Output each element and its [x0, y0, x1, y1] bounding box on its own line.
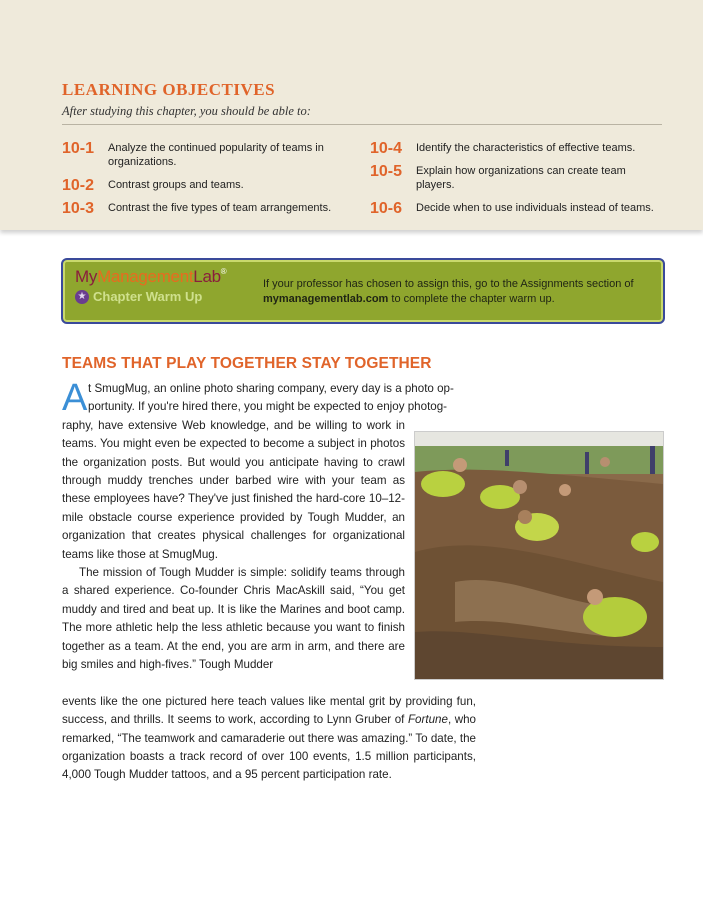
objective-text: Identify the characteristics of effective teams. — [416, 142, 636, 154]
paragraph-text: raphy, have extensive Web knowledge, and be willing to work in teams. You might even be expected to become a subject in photos the organization posts. But would you anticipate having to crawl through muddy trenches under barbed wire with your team as these employees have? They've just finished the hard-core 10–12-mile obstacle course experience provided by Tough Mudder, an organization that creates physical challenges for organizational teams like those at SmugMug. — [62, 418, 405, 561]
objective-item — [62, 140, 352, 169]
chapter-warm-up — [75, 289, 202, 304]
mymanagementlab-logo: MyManagementLab® — [75, 267, 227, 286]
star-icon: ★ — [75, 290, 89, 304]
paragraph-line: portunity. If you're hired there, you might be expected to enjoy photog- — [88, 400, 448, 414]
objective-item — [370, 140, 670, 158]
objective-text: Explain how organizations can create team players. — [416, 165, 626, 191]
objective-item — [370, 200, 670, 218]
objective-text: Contrast the five types of team arrangements. — [108, 202, 332, 214]
story-title: TEAMS THAT PLAY TOGETHER STAY TOGETHER — [62, 355, 432, 372]
objective-item — [62, 177, 352, 195]
learning-objectives-title: LEARNING OBJECTIVES — [62, 80, 276, 99]
mymanagementlab-link[interactable]: mymanagementlab.com — [263, 292, 389, 305]
objective-number: 10-4 — [370, 140, 403, 157]
objective-text: Decide when to use individuals instead of teams. — [416, 202, 654, 214]
paragraph-text: events like the one pictured here teach values like mental grit by providing fun, success, and thrills. It seems to work, according to Lynn Gruber of Fortune, who remarked, “The teamwork and camaraderie out there was amazing.” To date, the organization boasts a track record of over 100 events, 1.5 million participants, 4,000 Tough Mudder tattoos, and a 95 percent participation rate. — [62, 694, 477, 782]
objective-number: 10-2 — [62, 177, 95, 194]
objective-text: Analyze the continued popularity of teams in organizations. — [108, 142, 324, 168]
objective-item — [62, 200, 362, 218]
paragraph-line: t SmugMug, an online photo sharing company, every day is a photo op- — [88, 382, 454, 395]
drop-cap: A — [62, 377, 88, 419]
paragraph-text: The mission of Tough Mudder is simple: solidify teams through a shared experience. Co-founder Chris MacAskill said, “You get muddy and tired and beat up. It is like the Marines and boot camp. The more athletic help the less athletic because you want to finish together as a team. At the end, you are arm in arm, and there are big smiles and high-fives.” Tough Mudder — [62, 566, 405, 672]
banner-instructions: If your professor has chosen to assign this, go to the Assignments section of mymanagementlab.com to complete the chapter warm up. — [263, 278, 634, 305]
objective-text: Contrast groups and teams. — [108, 179, 244, 191]
chapter-warm-up-label: Chapter Warm Up — [93, 289, 203, 304]
objective-item — [370, 163, 650, 192]
objective-number: 10-5 — [370, 163, 403, 180]
learning-objectives-subtitle: After studying this chapter, you should be able to: — [62, 104, 311, 118]
mymanagementlab-banner — [61, 258, 665, 324]
divider — [62, 124, 662, 125]
objective-number: 10-6 — [370, 200, 403, 217]
tough-mudder-photo — [414, 431, 664, 680]
objective-number: 10-1 — [62, 140, 95, 157]
objective-number: 10-3 — [62, 200, 95, 217]
